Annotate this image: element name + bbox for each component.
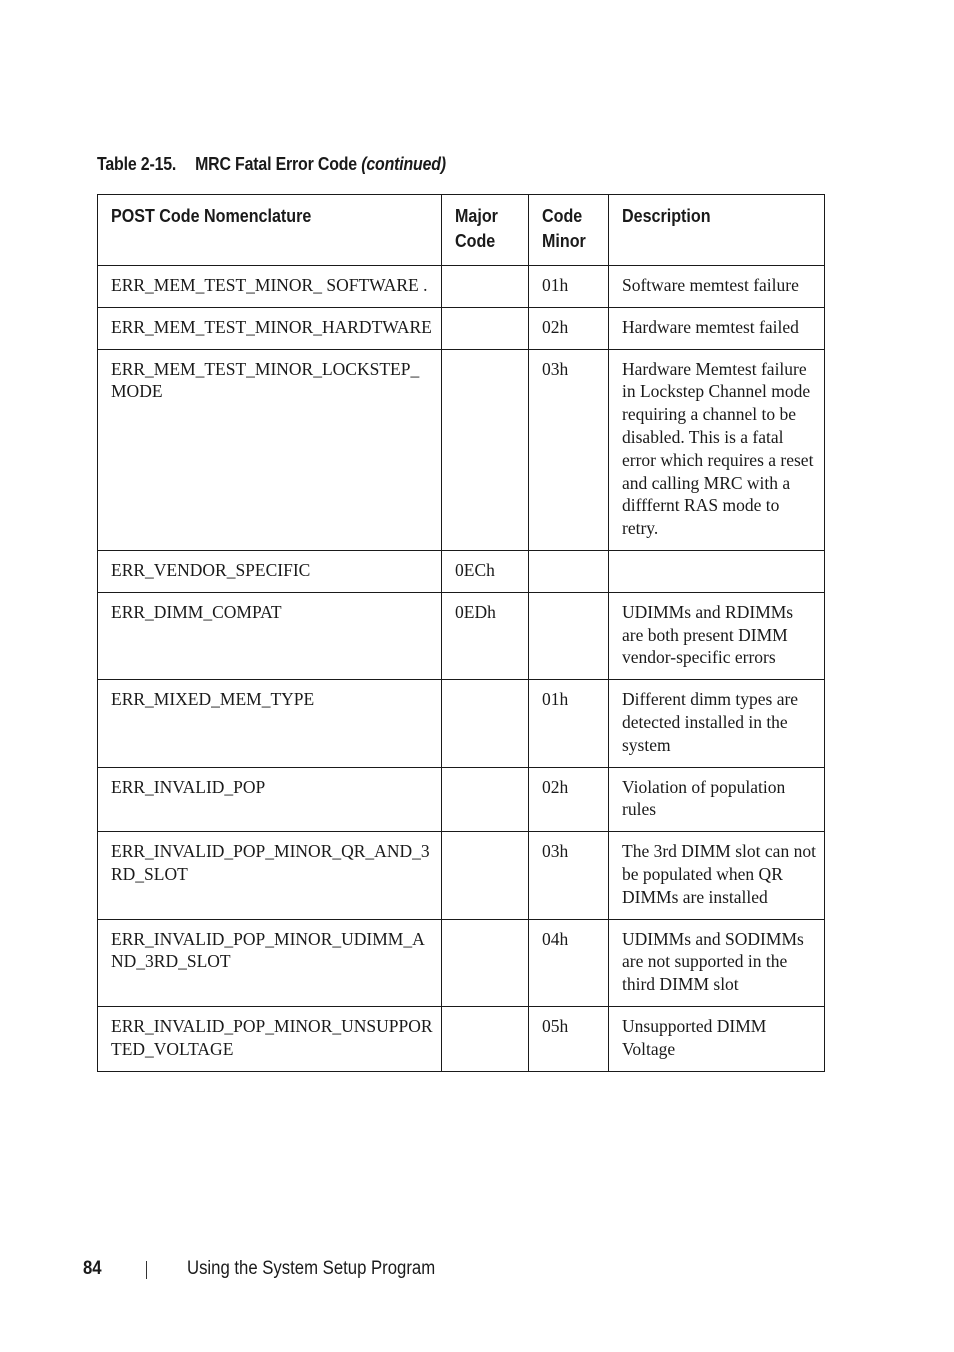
cell-nomenclature: ERR_INVALID_POP — [98, 767, 442, 832]
table-title: MRC Fatal Error Code — [195, 153, 357, 174]
table-row — [98, 1006, 825, 1071]
table-row — [98, 349, 825, 550]
cell-nomenclature: ERR_VENDOR_SPECIFIC — [98, 550, 442, 592]
table-row — [98, 767, 825, 832]
table-caption — [97, 153, 446, 175]
cell-nomenclature: ERR_MEM_TEST_MINOR_LOCKSTEP_MODE — [98, 349, 442, 550]
header-nomenclature: POST Code Nomenclature — [98, 195, 442, 266]
table-continued: (continued) — [361, 153, 446, 174]
cell-minor-code: 03h — [529, 832, 609, 919]
cell-nomenclature: ERR_MEM_TEST_MINOR_HARDTWARE — [98, 307, 442, 349]
cell-nomenclature: ERR_INVALID_POP_MINOR_UNSUPPORTED_VOLTAGE — [98, 1006, 442, 1071]
cell-minor-code: 01h — [529, 680, 609, 767]
page-number: 84 — [83, 1258, 102, 1279]
cell-major-code — [442, 832, 529, 919]
header-major-code: Major Code — [442, 195, 529, 266]
table-row — [98, 592, 825, 679]
header-description: Description — [609, 195, 825, 266]
cell-nomenclature: ERR_INVALID_POP_MINOR_UDIMM_AND_3RD_SLOT — [98, 919, 442, 1006]
cell-description: The 3rd DIMM slot can not be populated when QR DIMMs are installed — [609, 832, 825, 919]
table-row — [98, 550, 825, 592]
cell-minor-code — [529, 592, 609, 679]
table-row — [98, 919, 825, 1006]
cell-major-code — [442, 1006, 529, 1071]
cell-major-code — [442, 349, 529, 550]
cell-description — [609, 550, 825, 592]
header-row — [98, 195, 825, 266]
footer-section-title: Using the System Setup Program — [187, 1258, 436, 1279]
cell-nomenclature: ERR_MIXED_MEM_TYPE — [98, 680, 442, 767]
cell-minor-code: 02h — [529, 767, 609, 832]
cell-description: Hardware Memtest failure in Lockstep Channel mode requiring a channel to be disabled. This is a fatal error which requires a reset and calling MRC with a difffernt RAS mode to retry. — [609, 349, 825, 550]
cell-major-code — [442, 767, 529, 832]
mrc-fatal-error-table — [97, 194, 825, 1072]
cell-nomenclature: ERR_DIMM_COMPAT — [98, 592, 442, 679]
cell-description: Unsupported DIMM Voltage — [609, 1006, 825, 1071]
table-row — [98, 680, 825, 767]
header-code-minor: Code Minor — [529, 195, 609, 266]
cell-minor-code: 05h — [529, 1006, 609, 1071]
cell-description: UDIMMs and RDIMMs are both present DIMM vendor-specific errors — [609, 592, 825, 679]
cell-minor-code: 02h — [529, 307, 609, 349]
cell-major-code: 0EDh — [442, 592, 529, 679]
cell-description: Hardware memtest failed — [609, 307, 825, 349]
cell-major-code — [442, 266, 529, 308]
cell-description: UDIMMs and SODIMMs are not supported in the third DIMM slot — [609, 919, 825, 1006]
cell-major-code — [442, 307, 529, 349]
cell-major-code: 0ECh — [442, 550, 529, 592]
cell-minor-code: 03h — [529, 349, 609, 550]
cell-minor-code — [529, 550, 609, 592]
cell-description: Violation of population rules — [609, 767, 825, 832]
cell-minor-code: 04h — [529, 919, 609, 1006]
table-row — [98, 307, 825, 349]
table-row — [98, 832, 825, 919]
cell-nomenclature: ERR_MEM_TEST_MINOR_ SOFTWARE . — [98, 266, 442, 308]
table-label: Table 2-15. — [97, 153, 177, 174]
cell-description: Different dimm types are detected installed in the system — [609, 680, 825, 767]
table-row — [98, 266, 825, 308]
cell-minor-code: 01h — [529, 266, 609, 308]
cell-major-code — [442, 680, 529, 767]
cell-major-code — [442, 919, 529, 1006]
footer-divider — [146, 1261, 147, 1279]
cell-nomenclature: ERR_INVALID_POP_MINOR_QR_AND_3RD_SLOT — [98, 832, 442, 919]
cell-description: Software memtest failure — [609, 266, 825, 308]
